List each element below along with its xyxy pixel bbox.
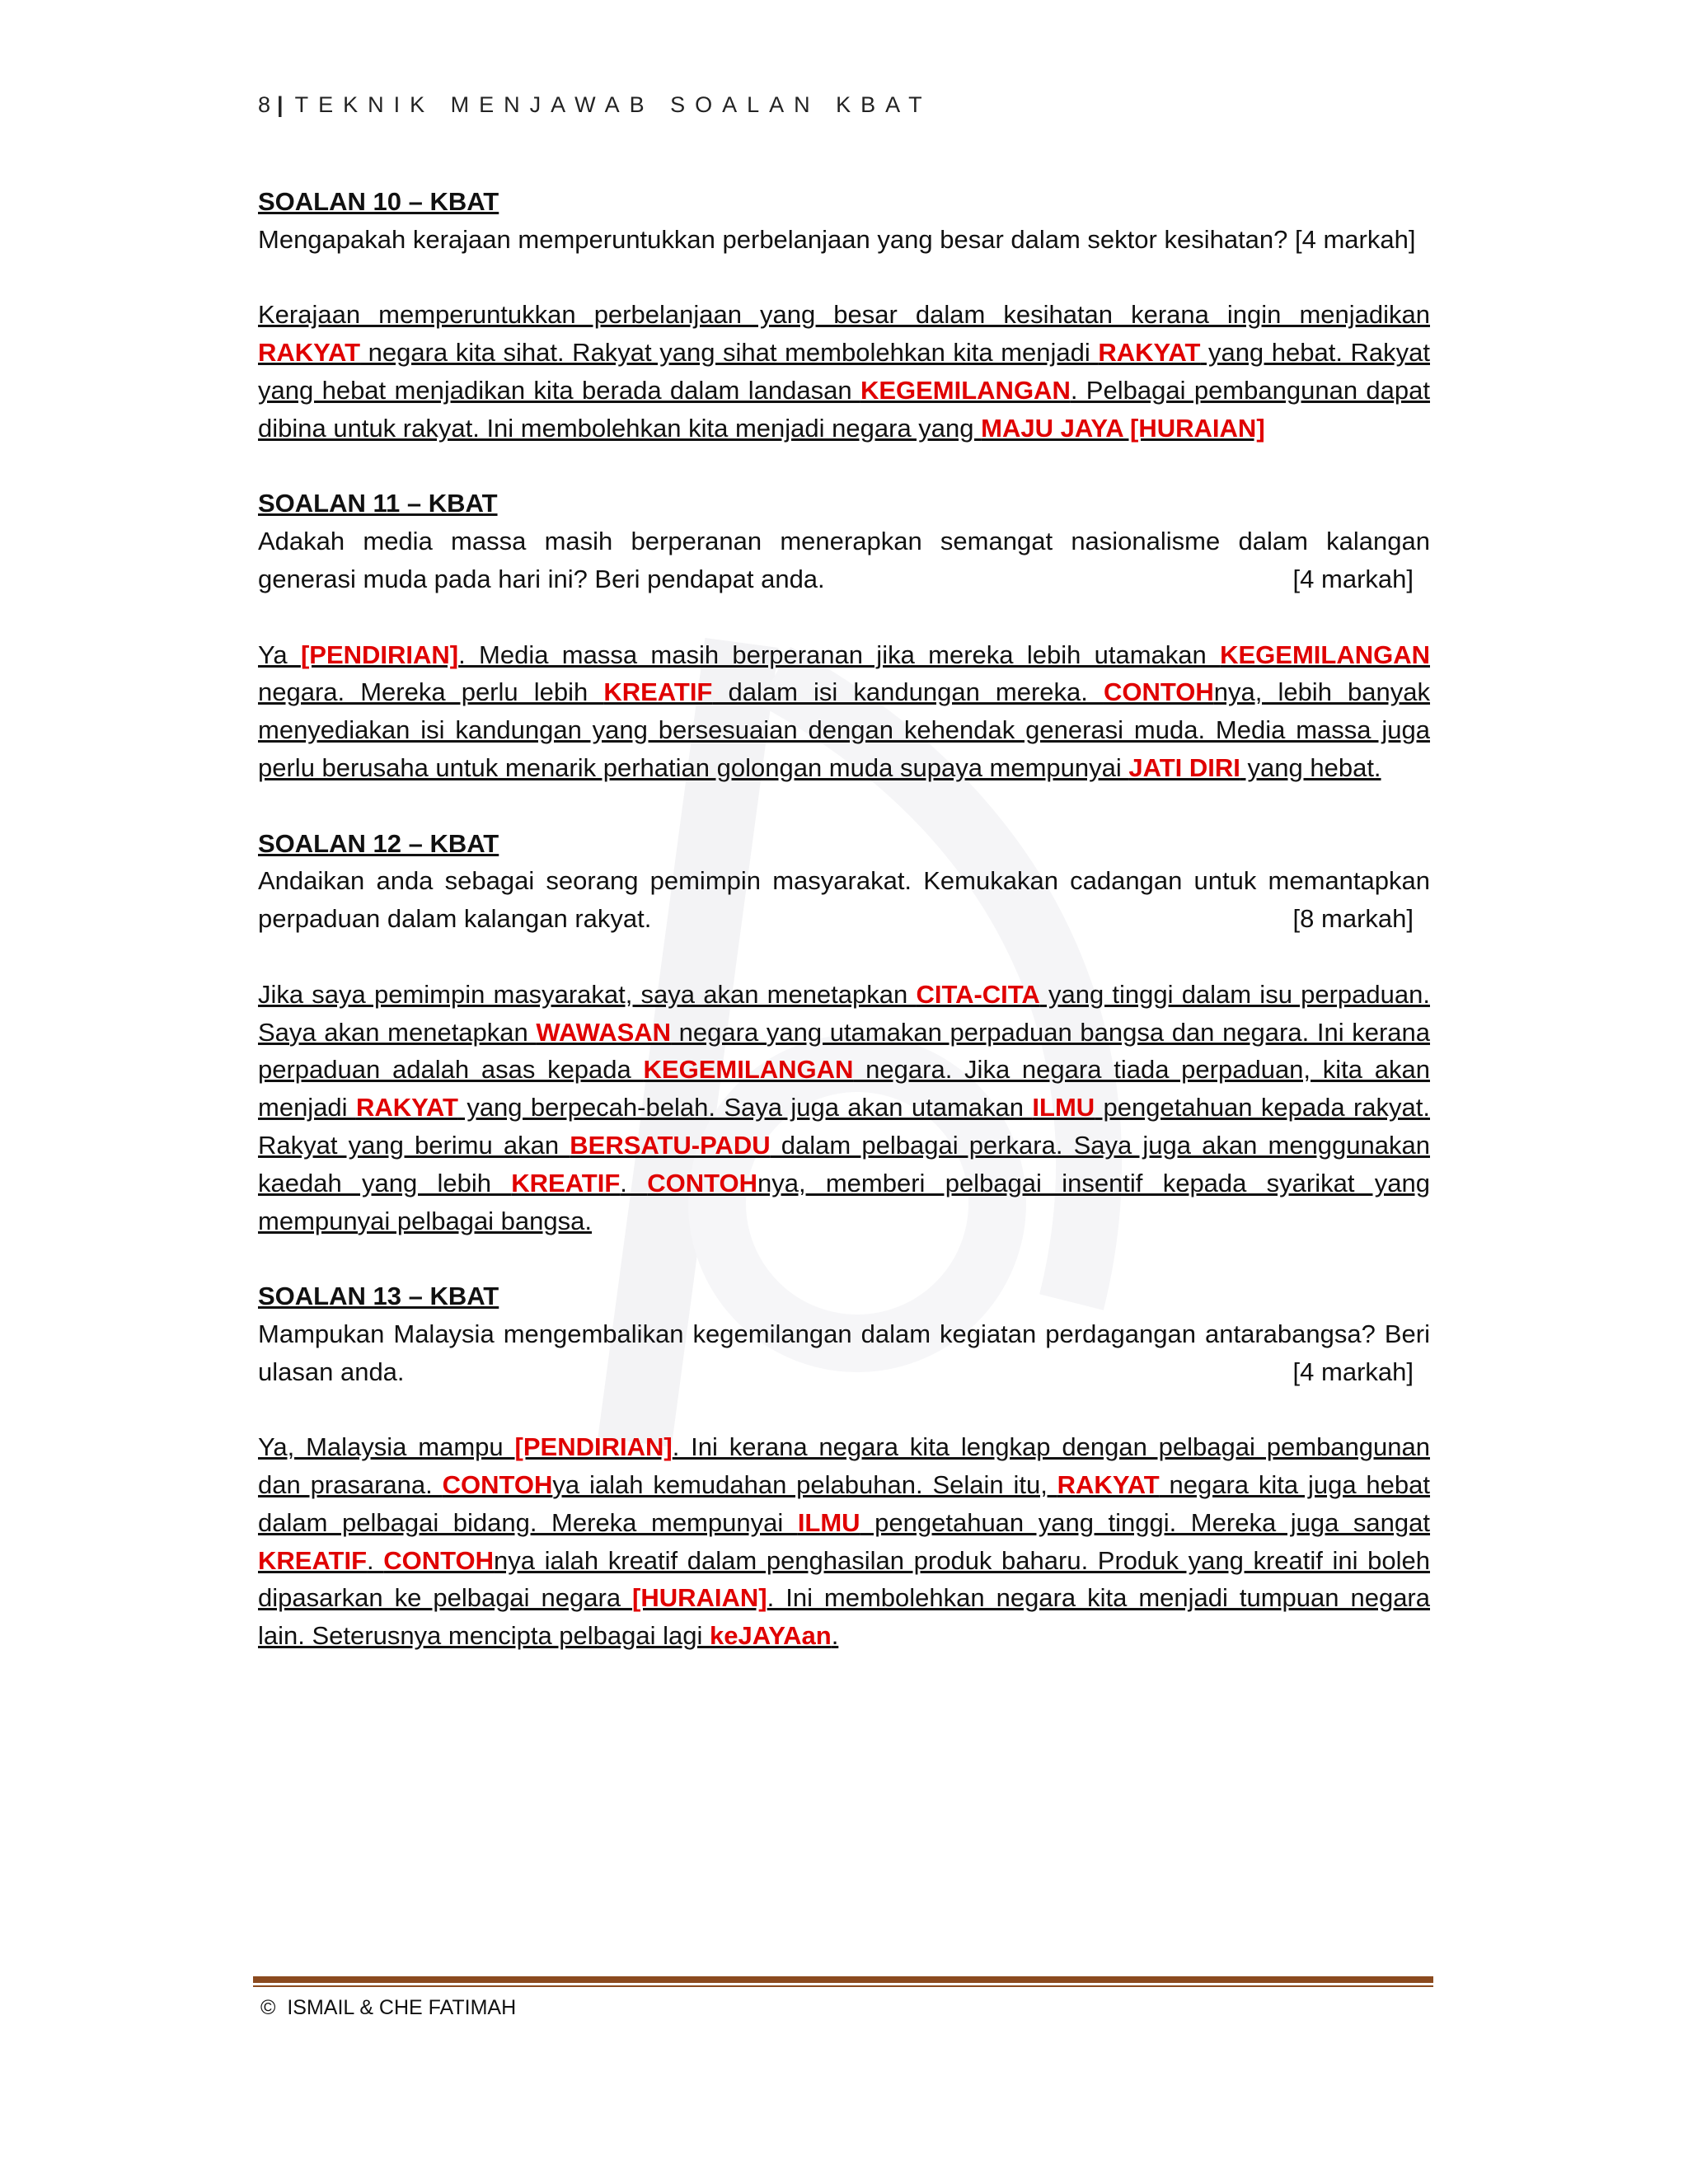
keyword-highlight: KEGEMILANGAN — [860, 375, 1071, 405]
keyword-highlight: KEGEMILANGAN — [643, 1055, 854, 1085]
keyword-highlight: CITA-CITA — [916, 979, 1040, 1009]
answer-text: pengetahuan kepada rakyat. Rakyat yang berimu akan — [258, 1093, 1430, 1160]
page-number: 8 — [258, 92, 278, 117]
answer-text: . — [831, 1621, 839, 1651]
keyword-highlight: WAWASAN — [536, 1017, 672, 1047]
answer-text: negara. Jika negara tiada perpaduan, kita akan menjadi — [258, 1055, 1430, 1122]
keyword-highlight: keJAYAan — [710, 1621, 832, 1651]
keyword-highlight: CONTOH — [647, 1168, 757, 1197]
answer-text: . — [620, 1168, 648, 1197]
answer-text: pengetahuan yang tinggi. Mereka juga sangat — [860, 1507, 1431, 1537]
answer-text: nya, lebih banyak menyediakan isi kandungan yang bersesuaian dengan kehendak generasi muda. Media massa juga perlu berusaha untuk menarik perhatian golongan muda supaya mempunyai — [258, 677, 1431, 782]
footer-copyright — [260, 1996, 516, 2020]
answer-paragraph — [258, 1428, 1430, 1655]
section-soalan-10 — [258, 183, 1430, 448]
keyword-highlight: [HURAIAN] — [632, 1583, 767, 1613]
answer-text: . Ini membolehkan negara kita menjadi tumpuan negara lain. Seterusnya mencipta pelbagai lagi — [258, 1583, 1430, 1651]
page-header — [258, 92, 932, 118]
answer-text: Ya, Malaysia mampu — [258, 1432, 515, 1462]
question-title: SOALAN 12 – KBAT — [258, 828, 499, 858]
answer-paragraph — [258, 296, 1430, 447]
section-soalan-13 — [258, 1277, 1430, 1655]
question-body: Mampukan Malaysia mengembalikan kegemilangan dalam kegiatan perdagangan antarabangsa? Beri ulasan anda. — [258, 1319, 1430, 1386]
answer-text: negara kita sihat. Rakyat yang sihat membolehkan kita menjadi — [360, 338, 1099, 368]
answer-text: negara kita juga hebat dalam pelbagai bidang. Mereka mempunyai — [258, 1470, 1431, 1537]
question-marks: [4 markah] — [1292, 1357, 1414, 1386]
keyword-highlight: KREATIF — [603, 677, 713, 707]
footer-rule-thick — [253, 1976, 1433, 1983]
keyword-highlight: [PENDIRIAN] — [300, 640, 459, 669]
keyword-highlight: KEGEMILANGAN — [1220, 640, 1430, 669]
question-text — [258, 862, 1430, 938]
keyword-highlight: ILMU — [1032, 1093, 1095, 1122]
keyword-highlight: CONTOH — [1103, 677, 1214, 707]
answer-text: yang tinggi dalam isu perpaduan. Saya akan menetapkan — [258, 979, 1430, 1047]
question-text — [258, 221, 1430, 259]
answer-text: negara yang utamakan perpaduan bangsa dan negara. Ini kerana perpaduan adalah asas kepada — [258, 1017, 1431, 1085]
answer-text: yang hebat. Rakyat yang hebat menjadikan kita berada dalam landasan — [258, 338, 1430, 405]
answer-paragraph — [258, 636, 1430, 787]
keyword-highlight: JATI DIRI — [1128, 752, 1240, 782]
document-body — [258, 183, 1430, 1693]
answer-text: negara. Mereka perlu lebih — [258, 677, 604, 707]
footer-authors: ISMAIL & CHE FATIMAH — [287, 1996, 517, 2019]
question-body: Adakah media massa masih berperanan menerapkan semangat nasionalisme dalam kalangan generasi muda pada hari ini? Beri pendapat anda. — [258, 527, 1430, 593]
keyword-highlight: RAKYAT — [1098, 338, 1201, 368]
answer-text: ya ialah kemudahan pelabuhan. Selain itu, — [552, 1470, 1057, 1500]
question-marks: [4 markah] — [1292, 564, 1414, 593]
answer-text: Kerajaan memperuntukkan perbelanjaan yang besar dalam kesihatan kerana ingin menjadikan — [258, 300, 1430, 330]
copyright-icon: © — [260, 1996, 276, 2019]
question-title: SOALAN 10 – KBAT — [258, 187, 499, 216]
keyword-highlight: KREATIF — [258, 1545, 368, 1575]
question-text — [258, 523, 1430, 598]
answer-text: . Pelbagai pembangunan dapat dibina untuk rakyat. Ini membolehkan kita menjadi negara yang — [258, 375, 1430, 443]
answer-text: . — [367, 1545, 384, 1575]
answer-text: nya, memberi pelbagai insentif kepada syarikat yang mempunyai pelbagai bangsa. — [258, 1168, 1430, 1235]
answer-text: dalam pelbagai perkara. Saya juga akan menggunakan kaedah yang lebih — [258, 1130, 1430, 1197]
answer-text: yang berpecah-belah. Saya juga akan utamakan — [457, 1093, 1033, 1122]
keyword-highlight: KREATIF — [511, 1168, 621, 1197]
keyword-highlight: RAKYAT — [355, 1093, 458, 1122]
question-text — [258, 1315, 1430, 1391]
answer-text: . Media massa masih berperanan jika mereka lebih utamakan — [458, 640, 1221, 669]
keyword-highlight: [PENDIRIAN] — [514, 1432, 673, 1462]
answer-text: Jika saya pemimpin masyarakat, saya akan menetapkan — [258, 979, 917, 1009]
footer-rule-thin — [253, 1985, 1433, 1987]
header-separator: | — [277, 92, 295, 117]
answer-text: dalam isi kandungan mereka. — [712, 677, 1104, 707]
keyword-highlight: RAKYAT — [258, 338, 361, 368]
keyword-highlight: CONTOH — [442, 1470, 553, 1500]
question-marks: [8 markah] — [1292, 904, 1414, 934]
answer-text: Ya — [258, 640, 301, 669]
question-title: SOALAN 13 – KBAT — [258, 1282, 499, 1311]
keyword-highlight: BERSATU-PADU — [570, 1130, 771, 1160]
answer-text: yang hebat. — [1240, 752, 1381, 782]
answer-text: . Ini kerana negara kita lengkap dengan pelbagai pembangunan dan prasarana. — [258, 1432, 1430, 1500]
header-title: TEKNIK MENJAWAB SOALAN KBAT — [294, 92, 932, 117]
question-title: SOALAN 11 – KBAT — [258, 489, 498, 518]
keyword-highlight: ILMU — [797, 1507, 860, 1537]
answer-text: nya ialah kreatif dalam penghasilan produk baharu. Produk yang kreatif ini boleh dipasarkan ke pelbagai negara — [258, 1545, 1430, 1613]
question-body: Andaikan anda sebagai seorang pemimpin masyarakat. Kemukakan cadangan untuk memantapkan perpaduan dalam kalangan rakyat. — [258, 866, 1430, 934]
section-soalan-11 — [258, 485, 1430, 786]
question-body: Mengapakah kerajaan memperuntukkan perbelanjaan yang besar dalam sektor kesihatan? [4 markah] — [258, 224, 1416, 254]
keyword-highlight: CONTOH — [383, 1545, 495, 1575]
keyword-highlight: MAJU JAYA [HURAIAN] — [981, 413, 1265, 443]
keyword-highlight: RAKYAT — [1057, 1470, 1160, 1500]
section-soalan-12 — [258, 825, 1430, 1240]
answer-paragraph — [258, 976, 1430, 1240]
